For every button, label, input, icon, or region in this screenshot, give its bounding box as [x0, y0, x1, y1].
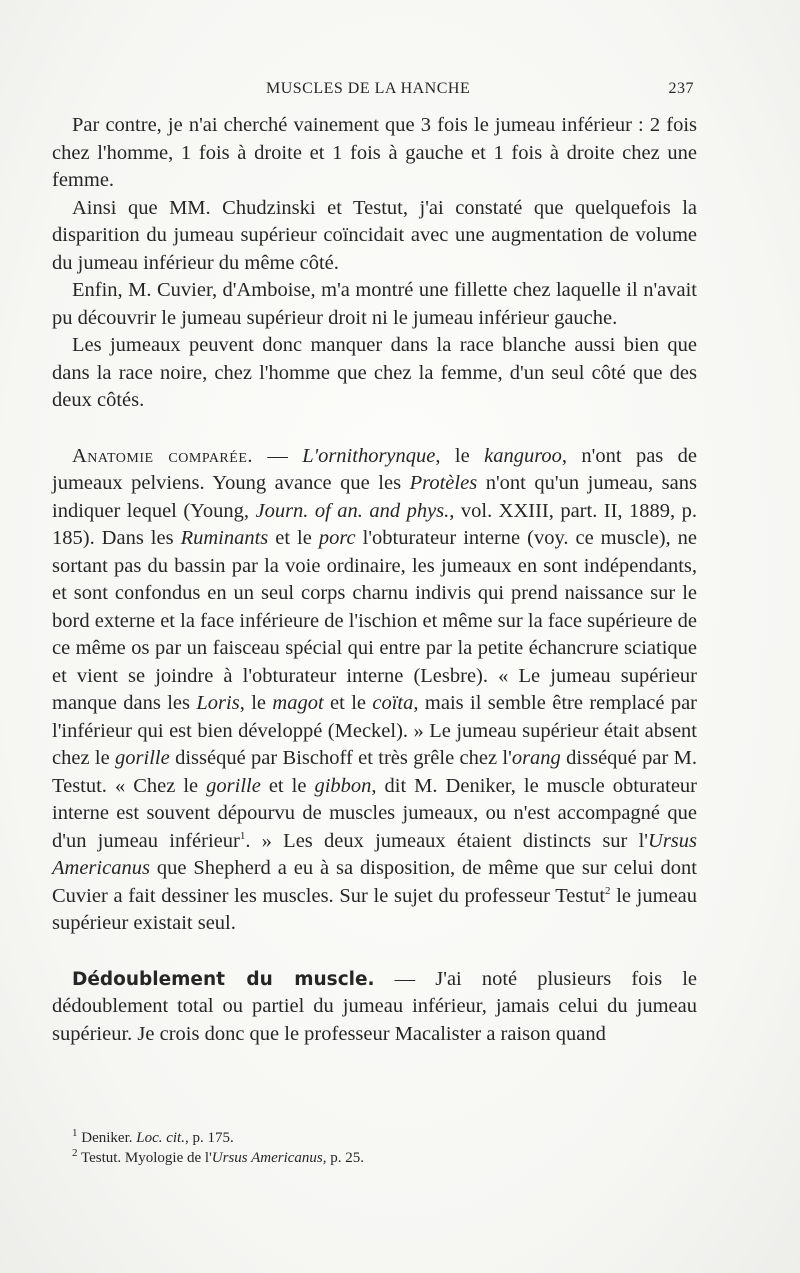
text-run: l'obturateur interne (voy. ce muscle), ne sortant pas du bassin par la voie ordinaire, les jumeaux en sont indépendants, et sont confondus en un seul corps charnu indivis qui prend naissance sur le bord externe et la face inférieure de l'ischion et même sur la face supérieure de ce même os par un faisceau spécial qui entre par la petite échancrure sciatique et vient se joindre à l'obturateur interne (Lesbre). « Le jumeau supérieur manque dans les	[52, 527, 698, 714]
footnote-text: , p. 175.	[184, 1130, 234, 1146]
paragraph-dedoublement	[52, 966, 697, 1049]
text-run: et le	[323, 692, 373, 714]
text-run: , dit M. Deniker, le muscle obturateur interne est souvent dépourvu de muscles jumeaux, ou n'est accompagné que d'un jumeau inférieur	[52, 774, 697, 852]
footnote-italic: Loc. cit.	[136, 1130, 185, 1146]
text-run: que Shepherd a eu à sa disposition, de même que sur celui dont Cuvier a fait dessiner les muscles. Sur le sujet du professeur Testut	[52, 857, 697, 907]
paragraph-2: Ainsi que MM. Chudzinski et Testut, j'ai constaté que quelquefois la disparition du jumeau supérieur coïncidait avec une augmentation de volume du jumeau inférieur du même côté.	[52, 196, 697, 274]
footnote-ref-2: 2	[605, 884, 611, 897]
italic-run: L'ornithorynque	[302, 444, 436, 467]
italic-run: orang	[511, 747, 561, 769]
footnote-text: , p. 25.	[322, 1150, 365, 1166]
italic-run: Loris	[196, 692, 240, 714]
text-run: disséqué par Bischoff et très grêle chez l'	[169, 747, 512, 769]
footnote-mark: 1	[72, 1127, 78, 1139]
text-run: , le	[435, 444, 485, 467]
section-heading-dedoublement: Dédoublement du muscle.	[72, 968, 375, 990]
running-header	[52, 80, 694, 104]
italic-run: gorille	[206, 774, 261, 797]
body-text	[52, 112, 697, 1048]
text-run: et le	[268, 527, 319, 549]
text-run: , vol. XXIII, part. II, 1889, p. 185). Dans les	[52, 499, 697, 549]
paragraph-anatomie-comparee	[52, 443, 697, 938]
text-run: , mais il semble être remplacé par l'inférieur qui est bien développé (Meckel). » Le jumeau supérieur était absent chez le	[52, 692, 697, 769]
italic-run: kanguroo	[484, 444, 562, 467]
text-run: et le	[260, 774, 315, 797]
italic-run: Protèles	[409, 472, 478, 494]
footnote-1	[72, 1128, 692, 1148]
italic-run: Ursus Americanus	[52, 829, 698, 879]
text-run: , le	[239, 692, 273, 714]
text-run: . » Les deux jumeaux étaient distincts sur l'	[245, 829, 649, 852]
footnote-ref-1: 1	[239, 829, 246, 842]
footnote-text: Deniker.	[77, 1130, 137, 1146]
running-title: MUSCLES DE LA HANCHE	[266, 80, 471, 97]
footnote-italic: Ursus Americanus	[211, 1150, 323, 1166]
page-number: 237	[668, 80, 694, 97]
italic-run: Journ. of an. and phys.	[255, 499, 450, 522]
text-run: n'ont qu'un jumeau, sans indiquer lequel (Young,	[52, 472, 697, 522]
text-run: , n'ont pas de jumeaux pelviens. Young avance que les	[52, 444, 698, 494]
italic-run: Ruminants	[180, 527, 269, 549]
footnotes	[72, 1128, 692, 1168]
footnote-mark: 2	[72, 1147, 78, 1159]
italic-run: porc	[318, 527, 356, 549]
paragraph-4: Les jumeaux peuvent donc manquer dans la race blanche aussi bien que dans la race noire, chez l'homme que chez la femme, d'un seul côté que des deux côtés.	[52, 334, 697, 411]
footnote-2	[72, 1148, 692, 1168]
italic-run: coïta	[372, 692, 414, 714]
paragraph-1: Par contre, je n'ai cherché vainement que 3 fois le jumeau inférieur : 2 fois chez l'homme, 1 fois à droite et 1 fois à gauche et 1 fois à droite chez une femme.	[52, 114, 697, 191]
italic-run: magot	[272, 692, 324, 714]
italic-run: gorille	[115, 747, 170, 769]
italic-run: gibbon	[314, 774, 372, 797]
section-heading-anatomie: Anatomie comparée.	[72, 444, 254, 467]
text-run: — J'ai noté plusieurs fois le dédoublement total ou partiel du jumeau inférieur, jamais celui du jumeau supérieur. Je crois donc que le professeur Macalister a raison quand	[52, 967, 697, 1045]
text-run: disséqué par M. Testut. « Chez le	[52, 747, 697, 797]
text-run: —	[253, 444, 303, 467]
text-run: le jumeau supérieur existait seul.	[52, 884, 698, 934]
footnote-text: Testut. Myologie de l'	[77, 1150, 212, 1166]
paragraph-3: Enfin, M. Cuvier, d'Amboise, m'a montré une fillette chez laquelle il n'avait pu découvrir le jumeau supérieur droit ni le jumeau inférieur gauche.	[52, 279, 697, 329]
